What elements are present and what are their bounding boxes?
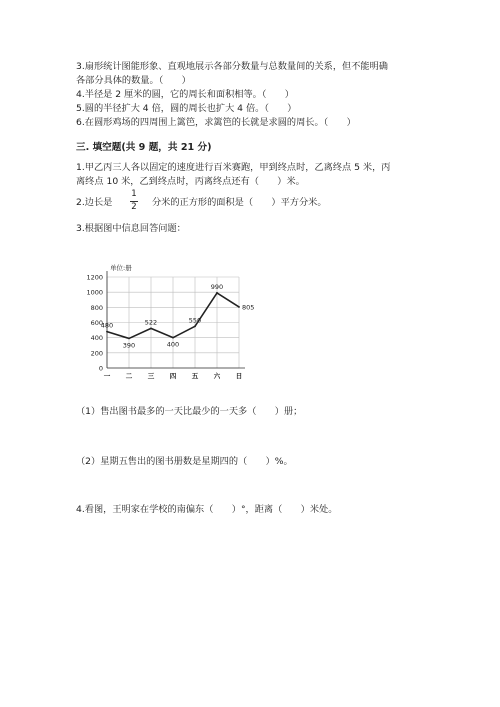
book-sales-line-chart [78, 255, 253, 385]
x-tick-label: 二 [125, 372, 133, 380]
question-3-line-2: 各部分具体的数量。（ ） [76, 75, 191, 86]
data-point [150, 328, 152, 330]
y-tick-label: 800 [90, 303, 103, 312]
question-4: 4.半径是 2 厘米的圆，它的周长和面积相等。（ ） [76, 89, 294, 100]
unit-label: 单位:册 [110, 264, 132, 272]
fill-question-3: 3.根据图中信息回答问题： [76, 223, 186, 234]
data-point [194, 325, 196, 327]
x-tick-label: 三 [147, 372, 155, 380]
fill-question-3-sub-1: （1）售出图书最多的一天比最少的一天多（ ）册； [76, 406, 303, 417]
fill-question-1-line-2: 离终点 10 米，乙到终点时，丙离终点还有（ ）米。 [76, 176, 305, 187]
data-point [106, 331, 108, 333]
x-tick-label: 五 [191, 372, 199, 380]
data-point [238, 306, 240, 308]
y-tick-label: 600 [90, 319, 103, 327]
section-3-title: 三. 填空题(共 9 题，共 21 分) [76, 142, 212, 153]
data-label: 400 [166, 340, 180, 349]
data-label: 550 [188, 316, 202, 325]
y-tick-label: 400 [90, 334, 103, 343]
data-point [128, 338, 130, 340]
data-point [172, 337, 174, 339]
y-tick-label: 1000 [86, 288, 103, 297]
fill-question-4: 4.看图，王明家在学校的南偏东（ ）°，距离（ ）米处。 [76, 504, 338, 515]
x-tick-label: 六 [213, 372, 221, 380]
y-tick-label: 200 [90, 349, 103, 358]
question-3-line-1: 3.扇形统计图能形象、直观地展示各部分数量与总数量间的关系，但不能明确 [76, 61, 388, 72]
fraction-denominator: 2 [131, 202, 137, 212]
fraction-numerator: 1 [131, 189, 137, 199]
question-6: 6.在圆形鸡场的四周围上篱笆，求篱笆的长就是求圆的周长。（ ） [76, 117, 356, 128]
data-label: 805 [242, 303, 255, 312]
fill-question-1-line-1: 1.甲乙丙三人各以固定的速度进行百米赛跑，甲到终点时，乙离终点 5 米，丙 [76, 162, 391, 173]
data-label: 522 [144, 318, 158, 327]
x-tick-label: 一 [103, 372, 111, 380]
fill-question-3-sub-2: （2）星期五售出的图书册数是星期四的（ ）%。 [76, 456, 293, 467]
x-tick-label: 日 [235, 372, 243, 380]
y-tick-label: 1200 [86, 273, 103, 282]
data-label: 390 [122, 341, 136, 350]
x-tick-label: 四 [169, 372, 177, 380]
fill-question-2-prefix: 2.边长是 [76, 197, 113, 208]
fill-question-2-suffix: 分米的正方形的面积是（ ）平方分米。 [152, 197, 327, 208]
data-point [216, 292, 218, 294]
data-label: 480 [100, 321, 114, 330]
question-5: 5.圆的半径扩大 4 倍，圆的周长也扩大 4 倍。（ ） [76, 103, 297, 114]
data-label: 990 [210, 282, 224, 291]
y-tick-label: 0 [98, 364, 103, 373]
